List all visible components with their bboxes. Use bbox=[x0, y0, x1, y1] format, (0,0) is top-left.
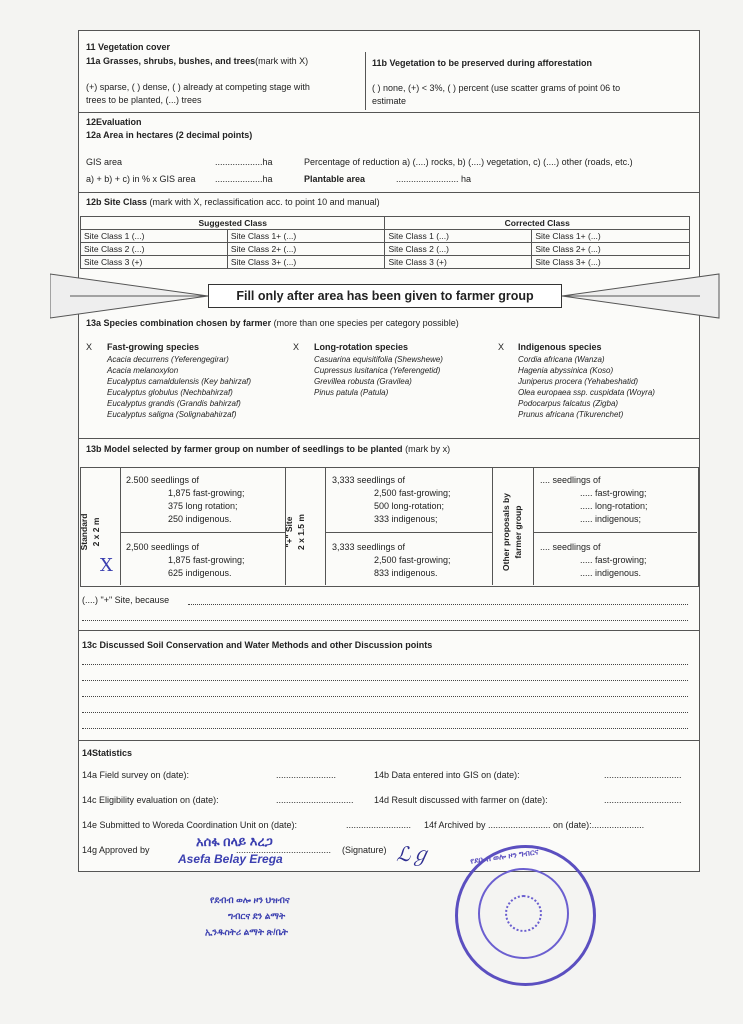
line: .... seedlings of bbox=[540, 475, 601, 485]
table-row bbox=[81, 243, 690, 256]
list-item: Prunus africana (Tikurenchet) bbox=[518, 410, 624, 419]
seal-emblem-icon bbox=[505, 895, 542, 932]
standard-option-1[interactable] bbox=[126, 474, 245, 526]
list-item: Eucalyptus camaldulensis (Key bahirzaf) bbox=[107, 377, 252, 386]
right-arrow-icon bbox=[560, 272, 720, 320]
eligibility-value[interactable]: ............................... bbox=[276, 795, 354, 805]
list-item: Acacia melanoxylon bbox=[107, 366, 179, 375]
discussion-line[interactable] bbox=[82, 680, 688, 681]
table-cell[interactable]: Site Class 2+ (...) bbox=[227, 243, 385, 256]
handwritten-x-mark: X bbox=[100, 555, 113, 576]
suggested-class-header: Suggested Class bbox=[81, 217, 385, 230]
list-item: Juniperus procera (Yehabeshatid) bbox=[518, 377, 639, 386]
rule bbox=[78, 438, 699, 439]
indigenous-list bbox=[518, 354, 655, 420]
corrected-class-header: Corrected Class bbox=[385, 217, 690, 230]
divider bbox=[492, 467, 493, 585]
line: ..... long-rotation; bbox=[580, 501, 648, 511]
list-item: Podocarpus falcatus (Zigba) bbox=[518, 399, 619, 408]
plantable-area-label: Plantable area bbox=[304, 174, 366, 184]
table-cell[interactable]: Site Class 1 (...) bbox=[81, 230, 228, 243]
divider-11 bbox=[365, 52, 366, 110]
table-row bbox=[81, 256, 690, 269]
line: 250 indigenous. bbox=[168, 514, 232, 524]
gis-area-value: ...................ha bbox=[215, 157, 273, 167]
line: 333 indigenous; bbox=[374, 514, 438, 524]
table-row bbox=[81, 230, 690, 243]
plus-site-label-text: "+" Site bbox=[284, 516, 294, 548]
stamp-name: Asefa Belay Erega bbox=[178, 852, 283, 866]
rule bbox=[120, 532, 285, 533]
mark-x-indigenous: X bbox=[498, 342, 505, 352]
site-class-table bbox=[80, 216, 690, 269]
list-item: Eucalyptus globulus (Nechbahirzaf) bbox=[107, 388, 233, 397]
line: 625 indigenous. bbox=[168, 568, 232, 578]
table-cell[interactable]: Site Class 3 (+) bbox=[81, 256, 228, 269]
divider bbox=[325, 467, 326, 585]
list-item: Eucalyptus saligna (Solignabahirzaf) bbox=[107, 410, 237, 419]
left-arrow-icon bbox=[50, 272, 210, 320]
section-11-title: 11 Vegetation cover bbox=[86, 42, 171, 52]
line: 2,500 fast-growing; bbox=[374, 555, 451, 565]
rule bbox=[533, 532, 697, 533]
banner-fill-only-after: Fill only after area has been given to farmer group bbox=[208, 284, 562, 308]
standard-label bbox=[78, 482, 102, 582]
section-12a-title: 12a Area in hectares (2 decimal points) bbox=[86, 130, 253, 140]
line: 3,333 seedlings of bbox=[332, 475, 406, 485]
line: ..... fast-growing; bbox=[580, 555, 647, 565]
divider bbox=[120, 467, 121, 585]
table-cell[interactable]: Site Class 1+ (...) bbox=[227, 230, 385, 243]
list-item: Grevillea robusta (Gravilea) bbox=[314, 377, 412, 386]
list-item: Cupressus lusitanica (Yeferengetid) bbox=[314, 366, 441, 375]
because-line[interactable] bbox=[82, 620, 688, 621]
table-cell[interactable]: Site Class 2+ (...) bbox=[532, 243, 690, 256]
reduction-percentage: Percentage of reduction a) (....) rocks, b) (....) vegetation, c) (....) other (roads, etc.) bbox=[304, 157, 633, 167]
plus-site-option-2[interactable] bbox=[332, 541, 451, 580]
signature-mark: ℒℊ bbox=[396, 842, 431, 866]
line: 2,500 seedlings of bbox=[126, 542, 200, 552]
line: .... seedlings of bbox=[540, 542, 601, 552]
sum-area-label: a) + b) + c) in % x GIS area bbox=[86, 174, 196, 184]
vegetation-11a-line2: trees to be planted, (...) trees bbox=[86, 95, 202, 105]
section-11a-hint: (mark with X) bbox=[255, 56, 309, 66]
table-cell[interactable]: Site Class 2 (...) bbox=[81, 243, 228, 256]
list-item: Olea europaea ssp. cuspidata (Woyra) bbox=[518, 388, 655, 397]
line: 2.500 seedlings of bbox=[126, 475, 200, 485]
list-item: Pinus patula (Patula) bbox=[314, 388, 389, 397]
table-cell[interactable]: Site Class 1 (...) bbox=[385, 230, 532, 243]
vegetation-11b-line1: ( ) none, (+) < 3%, ( ) percent (use scatter grams of point 06 to bbox=[372, 83, 621, 93]
standard-option-2[interactable] bbox=[126, 541, 245, 580]
plus-site-because-label: (....) "+" Site, because bbox=[82, 595, 170, 605]
section-12b-hint: (mark with X, reclassification acc. to point 10 and manual) bbox=[149, 197, 380, 207]
stamp-line-2: ግብርና ደን ልማት bbox=[228, 911, 286, 921]
section-11b-title: 11b Vegetation to be preserved during afforestation bbox=[372, 58, 593, 68]
field-survey-value[interactable]: ........................ bbox=[276, 770, 337, 780]
discussion-line[interactable] bbox=[82, 728, 688, 729]
line: 375 long rotation; bbox=[168, 501, 238, 511]
plus-site-dim: 2 x 1.5 m bbox=[296, 514, 306, 550]
result-discussed-label: 14d Result discussed with farmer on (date): bbox=[374, 795, 548, 805]
field-survey-label: 14a Field survey on (date): bbox=[82, 770, 190, 780]
section-13b-title bbox=[86, 444, 450, 454]
table-cell[interactable]: Site Class 3+ (...) bbox=[532, 256, 690, 269]
stamp-line-1: የደብብ ወሎ ዞን ህዝብና bbox=[210, 895, 290, 905]
gis-area-label: GIS area bbox=[86, 157, 123, 167]
line: 1,875 fast-growing; bbox=[168, 555, 245, 565]
signature-label: (Signature) bbox=[342, 845, 387, 855]
section-12b-title bbox=[86, 197, 380, 207]
data-entered-label: 14b Data entered into GIS on (date): bbox=[374, 770, 520, 780]
because-line[interactable] bbox=[188, 604, 688, 605]
other-label-1: Other proposals by bbox=[501, 493, 511, 571]
list-item: Cordia africana (Wanza) bbox=[518, 355, 605, 364]
section-12b-label: 12b Site Class bbox=[86, 197, 148, 207]
section-13b-hint: (mark by x) bbox=[405, 444, 451, 454]
divider bbox=[533, 467, 534, 585]
section-11a-label: 11a Grasses, shrubs, bushes, and trees bbox=[86, 56, 256, 66]
seal-text: የደቡብ ወሎ ዞን ግብርና bbox=[469, 847, 540, 866]
discussion-line[interactable] bbox=[82, 696, 688, 697]
fast-growing-list bbox=[107, 354, 251, 420]
section-13a-label: 13a Species combination chosen by farmer bbox=[86, 318, 272, 328]
long-rotation-header: Long-rotation species bbox=[314, 342, 409, 352]
section-12-title: 12Evaluation bbox=[86, 117, 142, 127]
standard-dim: 2 x 2 m bbox=[91, 517, 101, 547]
table-cell[interactable]: Site Class 3 (+) bbox=[385, 256, 532, 269]
section-13b-label: 13b Model selected by farmer group on number of seedlings to be planted bbox=[86, 444, 403, 454]
submitted-label: 14e Submitted to Woreda Coordination Unit on (date): bbox=[82, 820, 297, 830]
mark-x-fast: X bbox=[86, 342, 93, 352]
eligibility-label: 14c Eligibility evaluation on (date): bbox=[82, 795, 219, 805]
list-item: Eucalyptus grandis (Grandis bahirzaf) bbox=[107, 399, 241, 408]
discussion-line[interactable] bbox=[82, 712, 688, 713]
other-label-2: farmer group bbox=[513, 505, 523, 559]
line: 500 long-rotation; bbox=[374, 501, 445, 511]
sum-area-value: ...................ha bbox=[215, 174, 273, 184]
table-cell[interactable]: Site Class 2 (...) bbox=[385, 243, 532, 256]
stamp-line-3: ኢንዱስትሪ ልማት ጽ/ቤት bbox=[205, 927, 288, 937]
list-item: Casuarina equisitifolia (Shewshewe) bbox=[314, 355, 443, 364]
line: 833 indigenous. bbox=[374, 568, 438, 578]
data-entered-value[interactable]: ............................... bbox=[604, 770, 682, 780]
rule bbox=[78, 192, 699, 193]
other-option-2[interactable] bbox=[540, 541, 647, 580]
discussion-line[interactable] bbox=[82, 664, 688, 665]
table-cell[interactable]: Site Class 1+ (...) bbox=[532, 230, 690, 243]
section-13a-hint: (more than one species per category possible) bbox=[273, 318, 459, 328]
submitted-value[interactable]: .......................... bbox=[346, 820, 412, 830]
plus-site-option-1[interactable] bbox=[332, 474, 451, 526]
section-13a-title bbox=[86, 318, 459, 328]
vegetation-11b-line2: estimate bbox=[372, 96, 407, 106]
other-option-1[interactable] bbox=[540, 474, 648, 526]
line: ..... fast-growing; bbox=[580, 488, 647, 498]
vegetation-11a-line1: (+) sparse, ( ) dense, ( ) already at competing stage with bbox=[86, 82, 310, 92]
section-14-title: 14Statistics bbox=[82, 748, 133, 758]
line: 3,333 seedlings of bbox=[332, 542, 406, 552]
indigenous-header: Indigenous species bbox=[518, 342, 602, 352]
rule bbox=[78, 112, 699, 113]
approved-by-line[interactable]: ...................................... bbox=[236, 845, 332, 855]
fast-growing-header: Fast-growing species bbox=[107, 342, 200, 352]
rule bbox=[325, 532, 492, 533]
table-cell[interactable]: Site Class 3+ (...) bbox=[227, 256, 385, 269]
section-13c-title: 13c Discussed Soil Conservation and Water Methods and other Discussion points bbox=[82, 640, 433, 650]
standard-label-text: Standard bbox=[79, 513, 89, 551]
line: ..... indigenous. bbox=[580, 568, 642, 578]
other-proposals-label bbox=[500, 472, 524, 592]
long-rotation-list bbox=[314, 354, 443, 398]
plus-site-label bbox=[283, 482, 307, 582]
mark-x-long: X bbox=[293, 342, 300, 352]
result-discussed-value[interactable]: ............................... bbox=[604, 795, 682, 805]
section-11a-title bbox=[86, 56, 308, 66]
stamp-amharic-name: አሰፋ በላይ እረጋ bbox=[196, 834, 273, 849]
line: 2,500 fast-growing; bbox=[374, 488, 451, 498]
line: 1,875 fast-growing; bbox=[168, 488, 245, 498]
rule bbox=[78, 630, 699, 631]
list-item: Acacia decurrens (Yeferengegirar) bbox=[107, 355, 229, 364]
line: ..... indigenous; bbox=[580, 514, 642, 524]
rule bbox=[78, 740, 699, 741]
approved-by-label: 14g Approved by bbox=[82, 845, 150, 855]
archived-by-label: 14f Archived by ......................... on (date):..................... bbox=[424, 820, 645, 830]
list-item: Hagenia abyssinica (Koso) bbox=[518, 366, 614, 375]
plantable-area-value: ......................... ha bbox=[396, 174, 472, 184]
